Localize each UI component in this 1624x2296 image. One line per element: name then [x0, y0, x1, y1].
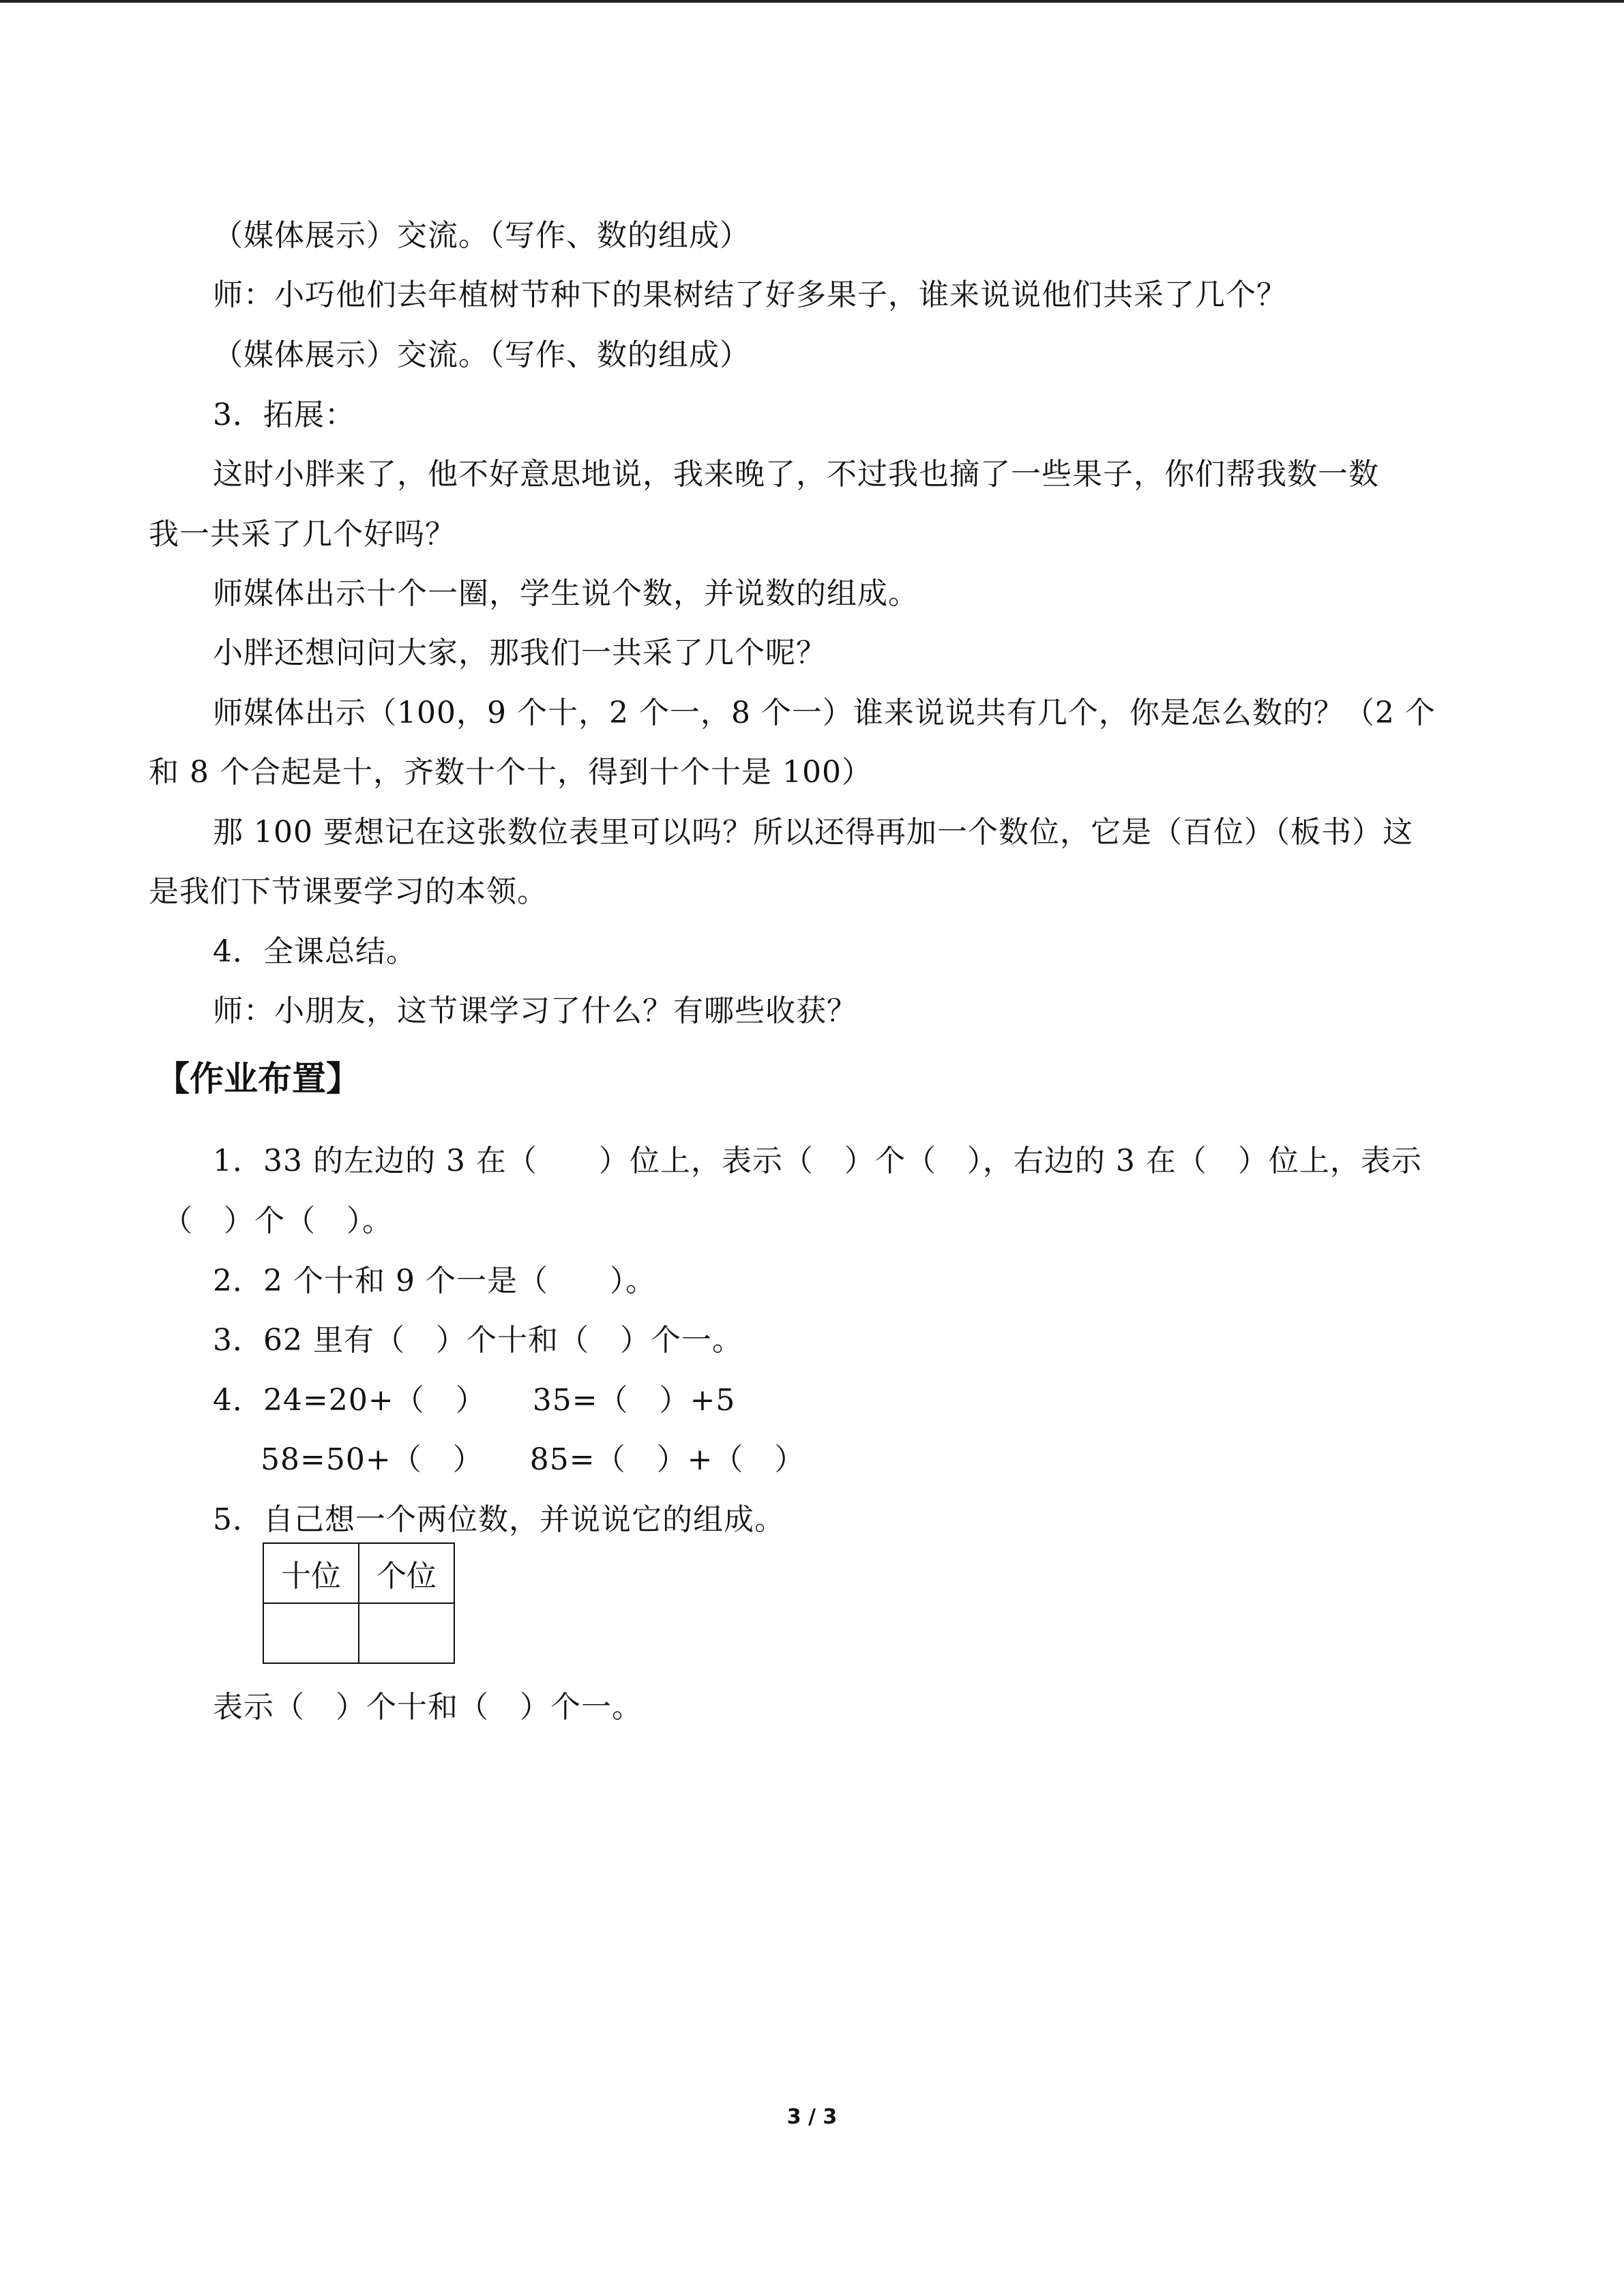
place-value-table — [263, 1542, 455, 1664]
paragraph-line: 师媒体出示十个一圈，学生说个数，并说数的组成。 — [213, 576, 919, 611]
homework-question-2: 2．2 个十和 9 个一是（ ）。 — [213, 1264, 656, 1298]
paragraph-line: 那 100 要想记在这张数位表里可以吗？所以还得再加一个数位，它是（百位）（板书）这 — [213, 815, 1413, 850]
page-number: 3 / 3 — [786, 2105, 838, 2129]
paragraph-line: 师：小朋友，这节课学习了什么？有哪些收获？ — [213, 994, 857, 1028]
place-value-header-row — [263, 1543, 454, 1603]
paragraph-line: 我一共采了几个好吗？ — [149, 517, 456, 552]
section-step-4: 4．全课总结。 — [213, 934, 417, 969]
page-top-border — [0, 0, 1624, 3]
paragraph-line: （媒体展示）交流。（写作、数的组成） — [213, 338, 750, 372]
paragraph-line: 师：小巧他们去年植树节种下的果树结了好多果子，谁来说说他们共采了几个？ — [213, 278, 1287, 312]
paragraph-line: （媒体展示）交流。（写作、数的组成） — [213, 218, 750, 253]
tens-place-cell — [263, 1603, 359, 1663]
place-value-answer-row — [263, 1603, 454, 1663]
paragraph-line: 师媒体出示（100，9 个十，2 个一，8 个一）谁来说说共有几个，你是怎么数的？（2 个 — [213, 696, 1436, 730]
ones-place-cell — [359, 1603, 454, 1663]
homework-question-5-answer: 表示（ ）个十和（ ）个一。 — [213, 1690, 643, 1725]
homework-question-5: 5．自己想一个两位数，并说说它的组成。 — [213, 1502, 785, 1537]
paragraph-line: 是我们下节课要学习的本领。 — [149, 874, 548, 909]
paragraph-line: 小胖还想问问大家，那我们一共采了几个呢？ — [213, 636, 827, 670]
homework-question-1-cont: （ ）个（ ）。 — [162, 1204, 393, 1238]
homework-question-1: 1．33 的左边的 3 在（ ）位上，表示（ ）个（ ），右边的 3 在（ ）位上，表示 — [213, 1144, 1422, 1178]
paragraph-line: 这时小胖来了，他不好意思地说，我来晚了，不过我也摘了一些果子，你们帮我数一数 — [213, 457, 1379, 492]
ones-place-header: 个位 — [359, 1543, 454, 1603]
homework-heading: 【作业布置】 — [156, 1059, 360, 1099]
paragraph-line: 和 8 个合起是十，齐数十个十，得到十个十是 100） — [149, 755, 872, 790]
homework-question-4: 4．24=20+（ ） 35=（ ）+5 — [213, 1383, 736, 1418]
homework-question-4-cont: 58=50+（ ） 85=（ ）+（ ） — [261, 1442, 806, 1477]
tens-place-header: 十位 — [263, 1543, 359, 1603]
homework-question-3: 3．62 里有（ ）个十和（ ）个一。 — [213, 1323, 743, 1358]
section-step-3: 3．拓展： — [213, 398, 355, 432]
